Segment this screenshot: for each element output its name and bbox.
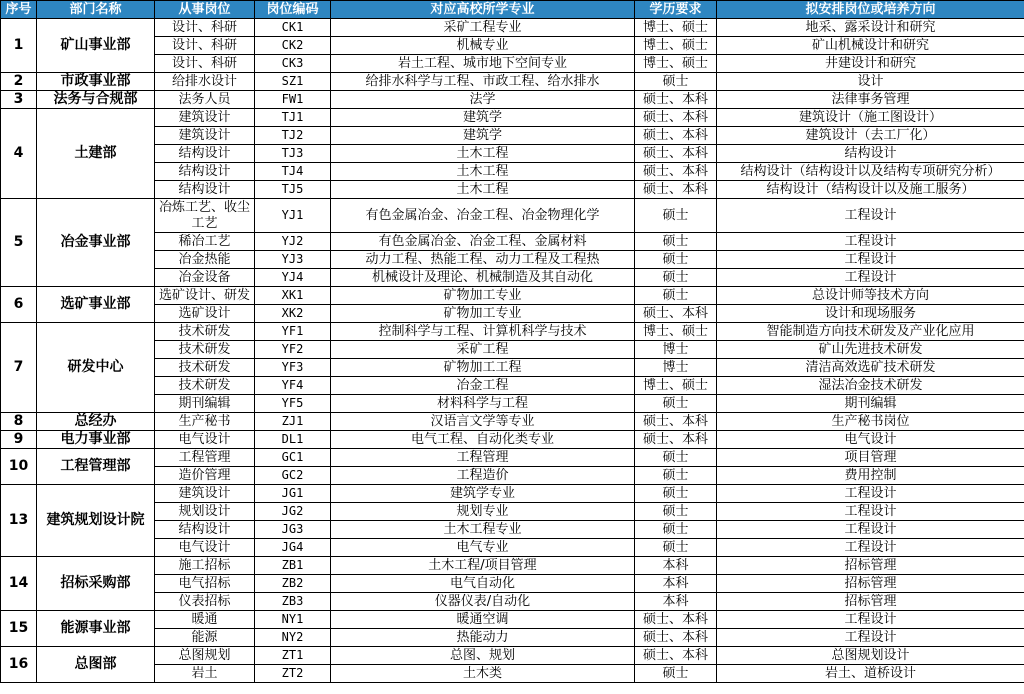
cell-direction: 电气设计 xyxy=(717,431,1024,449)
cell-major: 采矿工程专业 xyxy=(331,19,635,37)
cell-direction: 工程设计 xyxy=(717,539,1024,557)
table-row xyxy=(1,611,1024,629)
dept-name: 冶金事业部 xyxy=(37,199,155,287)
table-row xyxy=(1,521,1024,539)
cell-code: YF3 xyxy=(255,359,331,377)
cell-direction: 招标管理 xyxy=(717,557,1024,575)
cell-position: 设计、科研 xyxy=(155,19,255,37)
cell-code: CK2 xyxy=(255,37,331,55)
table-row xyxy=(1,377,1024,395)
table-row xyxy=(1,467,1024,485)
cell-position: 技术研发 xyxy=(155,377,255,395)
cell-direction: 工程设计 xyxy=(717,611,1024,629)
cell-education: 硕士、本科 xyxy=(635,629,717,647)
cell-direction: 工程设计 xyxy=(717,251,1024,269)
cell-position: 结构设计 xyxy=(155,163,255,181)
cell-major: 建筑学 xyxy=(331,109,635,127)
cell-major: 有色金属冶金、冶金工程、金属材料 xyxy=(331,233,635,251)
cell-major: 动力工程、热能工程、动力工程及工程热 xyxy=(331,251,635,269)
table-row xyxy=(1,485,1024,503)
cell-major: 法学 xyxy=(331,91,635,109)
cell-major: 采矿工程 xyxy=(331,341,635,359)
cell-education: 硕士 xyxy=(635,521,717,539)
header-code: 岗位编码 xyxy=(255,1,331,19)
cell-position: 造价管理 xyxy=(155,467,255,485)
cell-major: 土木工程 xyxy=(331,145,635,163)
table-row xyxy=(1,181,1024,199)
dept-seq: 7 xyxy=(1,323,37,413)
cell-major: 电气专业 xyxy=(331,539,635,557)
table-row xyxy=(1,233,1024,251)
table-row xyxy=(1,145,1024,163)
table-row xyxy=(1,305,1024,323)
cell-major: 热能动力 xyxy=(331,629,635,647)
cell-position: 暖通 xyxy=(155,611,255,629)
table-row xyxy=(1,539,1024,557)
cell-position: 建筑设计 xyxy=(155,109,255,127)
cell-direction: 岩土、道桥设计 xyxy=(717,665,1024,683)
cell-major: 岩土工程、城市地下空间专业 xyxy=(331,55,635,73)
dept-name: 市政事业部 xyxy=(37,73,155,91)
cell-major: 土木工程 xyxy=(331,181,635,199)
cell-direction: 井建设计和研究 xyxy=(717,55,1024,73)
table-row xyxy=(1,127,1024,145)
cell-major: 建筑学专业 xyxy=(331,485,635,503)
dept-name: 建筑规划设计院 xyxy=(37,485,155,557)
table-row xyxy=(1,73,1024,91)
table-row xyxy=(1,323,1024,341)
cell-code: YF4 xyxy=(255,377,331,395)
cell-position: 法务人员 xyxy=(155,91,255,109)
cell-education: 硕士、本科 xyxy=(635,145,717,163)
table-row xyxy=(1,109,1024,127)
cell-position: 电气设计 xyxy=(155,431,255,449)
cell-position: 冶金设备 xyxy=(155,269,255,287)
cell-position: 技术研发 xyxy=(155,359,255,377)
cell-direction: 清洁高效选矿技术研发 xyxy=(717,359,1024,377)
table-row xyxy=(1,593,1024,611)
cell-code: NY1 xyxy=(255,611,331,629)
cell-education: 硕士、本科 xyxy=(635,163,717,181)
cell-position: 期刊编辑 xyxy=(155,395,255,413)
cell-major: 机械专业 xyxy=(331,37,635,55)
dept-name: 总图部 xyxy=(37,647,155,683)
cell-code: ZT2 xyxy=(255,665,331,683)
cell-major: 矿物加工工程 xyxy=(331,359,635,377)
cell-position: 选矿设计、研发 xyxy=(155,287,255,305)
cell-direction: 设计 xyxy=(717,73,1024,91)
table-row xyxy=(1,251,1024,269)
dept-seq: 10 xyxy=(1,449,37,485)
dept-name: 矿山事业部 xyxy=(37,19,155,73)
dept-seq: 13 xyxy=(1,485,37,557)
table-row xyxy=(1,503,1024,521)
dept-name: 工程管理部 xyxy=(37,449,155,485)
table-row xyxy=(1,395,1024,413)
dept-seq: 16 xyxy=(1,647,37,683)
dept-name: 研发中心 xyxy=(37,323,155,413)
cell-direction: 地采、露采设计和研究 xyxy=(717,19,1024,37)
cell-major: 工程管理 xyxy=(331,449,635,467)
cell-education: 硕士、本科 xyxy=(635,413,717,431)
cell-position: 电气设计 xyxy=(155,539,255,557)
cell-major: 仪器仪表/自动化 xyxy=(331,593,635,611)
dept-seq: 3 xyxy=(1,91,37,109)
dept-name: 选矿事业部 xyxy=(37,287,155,323)
cell-direction: 工程设计 xyxy=(717,629,1024,647)
dept-name: 法务与合规部 xyxy=(37,91,155,109)
cell-code: XK2 xyxy=(255,305,331,323)
cell-position: 岩土 xyxy=(155,665,255,683)
cell-position: 规划设计 xyxy=(155,503,255,521)
table-row xyxy=(1,557,1024,575)
header-position: 从事岗位 xyxy=(155,1,255,19)
cell-direction: 建筑设计（施工图设计） xyxy=(717,109,1024,127)
cell-code: TJ1 xyxy=(255,109,331,127)
cell-education: 硕士 xyxy=(635,503,717,521)
cell-major: 给排水科学与工程、市政工程、给水排水 xyxy=(331,73,635,91)
cell-education: 硕士 xyxy=(635,449,717,467)
cell-education: 硕士 xyxy=(635,467,717,485)
cell-code: XK1 xyxy=(255,287,331,305)
cell-major: 电气工程、自动化类专业 xyxy=(331,431,635,449)
cell-major: 矿物加工专业 xyxy=(331,287,635,305)
cell-direction: 总设计师等技术方向 xyxy=(717,287,1024,305)
cell-code: CK3 xyxy=(255,55,331,73)
cell-code: ZB1 xyxy=(255,557,331,575)
cell-direction: 工程设计 xyxy=(717,485,1024,503)
header-education: 学历要求 xyxy=(635,1,717,19)
cell-position: 给排水设计 xyxy=(155,73,255,91)
cell-education: 博士 xyxy=(635,341,717,359)
cell-major: 土木工程 xyxy=(331,163,635,181)
cell-code: JG4 xyxy=(255,539,331,557)
cell-code: NY2 xyxy=(255,629,331,647)
cell-position: 技术研发 xyxy=(155,323,255,341)
cell-education: 硕士 xyxy=(635,233,717,251)
table-row xyxy=(1,575,1024,593)
cell-position: 结构设计 xyxy=(155,521,255,539)
cell-code: SZ1 xyxy=(255,73,331,91)
dept-seq: 15 xyxy=(1,611,37,647)
header-major: 对应高校所学专业 xyxy=(331,1,635,19)
cell-education: 硕士 xyxy=(635,73,717,91)
cell-position: 建筑设计 xyxy=(155,485,255,503)
cell-major: 有色金属冶金、冶金工程、冶金物理化学 xyxy=(331,199,635,233)
cell-education: 硕士 xyxy=(635,395,717,413)
cell-education: 硕士 xyxy=(635,199,717,233)
cell-position: 仪表招标 xyxy=(155,593,255,611)
dept-name: 能源事业部 xyxy=(37,611,155,647)
cell-position: 施工招标 xyxy=(155,557,255,575)
cell-position: 设计、科研 xyxy=(155,55,255,73)
dept-name: 招标采购部 xyxy=(37,557,155,611)
cell-direction: 招标管理 xyxy=(717,575,1024,593)
cell-direction: 智能制造方向技术研发及产业化应用 xyxy=(717,323,1024,341)
cell-position: 总图规划 xyxy=(155,647,255,665)
dept-seq: 9 xyxy=(1,431,37,449)
table-row xyxy=(1,431,1024,449)
cell-education: 硕士 xyxy=(635,251,717,269)
cell-education: 硕士、本科 xyxy=(635,91,717,109)
table-row xyxy=(1,629,1024,647)
cell-code: CK1 xyxy=(255,19,331,37)
cell-position: 工程管理 xyxy=(155,449,255,467)
cell-major: 冶金工程 xyxy=(331,377,635,395)
dept-seq: 5 xyxy=(1,199,37,287)
header-dept: 部门名称 xyxy=(37,1,155,19)
cell-education: 硕士、本科 xyxy=(635,431,717,449)
table-row xyxy=(1,37,1024,55)
cell-major: 电气自动化 xyxy=(331,575,635,593)
cell-direction: 工程设计 xyxy=(717,233,1024,251)
cell-direction: 矿山机械设计和研究 xyxy=(717,37,1024,55)
cell-code: JG1 xyxy=(255,485,331,503)
table-row xyxy=(1,359,1024,377)
cell-major: 总图、规划 xyxy=(331,647,635,665)
cell-major: 土木工程/项目管理 xyxy=(331,557,635,575)
cell-education: 博士、硕士 xyxy=(635,55,717,73)
cell-code: GC2 xyxy=(255,467,331,485)
cell-direction: 湿法冶金技术研发 xyxy=(717,377,1024,395)
cell-major: 土木类 xyxy=(331,665,635,683)
cell-code: TJ3 xyxy=(255,145,331,163)
cell-direction: 工程设计 xyxy=(717,199,1024,233)
table-row xyxy=(1,19,1024,37)
table-row xyxy=(1,449,1024,467)
cell-position: 结构设计 xyxy=(155,145,255,163)
cell-position: 冶炼工艺、收尘工艺 xyxy=(155,199,255,233)
cell-education: 硕士 xyxy=(635,665,717,683)
cell-education: 本科 xyxy=(635,575,717,593)
cell-education: 硕士、本科 xyxy=(635,127,717,145)
cell-code: YJ4 xyxy=(255,269,331,287)
cell-major: 暖通空调 xyxy=(331,611,635,629)
table-row xyxy=(1,55,1024,73)
dept-name: 土建部 xyxy=(37,109,155,199)
cell-code: ZJ1 xyxy=(255,413,331,431)
cell-code: JG2 xyxy=(255,503,331,521)
cell-major: 机械设计及理论、机械制造及其自动化 xyxy=(331,269,635,287)
cell-position: 结构设计 xyxy=(155,181,255,199)
cell-education: 硕士 xyxy=(635,485,717,503)
cell-code: TJ2 xyxy=(255,127,331,145)
cell-direction: 工程设计 xyxy=(717,503,1024,521)
cell-code: DL1 xyxy=(255,431,331,449)
dept-seq: 2 xyxy=(1,73,37,91)
table-header xyxy=(1,1,1024,19)
cell-position: 选矿设计 xyxy=(155,305,255,323)
cell-direction: 生产秘书岗位 xyxy=(717,413,1024,431)
table-row xyxy=(1,287,1024,305)
cell-major: 材料科学与工程 xyxy=(331,395,635,413)
cell-code: YF5 xyxy=(255,395,331,413)
cell-position: 能源 xyxy=(155,629,255,647)
table-row xyxy=(1,413,1024,431)
header-seq: 序号 xyxy=(1,1,37,19)
cell-code: TJ4 xyxy=(255,163,331,181)
cell-major: 工程造价 xyxy=(331,467,635,485)
cell-code: YF2 xyxy=(255,341,331,359)
cell-direction: 设计和现场服务 xyxy=(717,305,1024,323)
cell-position: 技术研发 xyxy=(155,341,255,359)
table-row xyxy=(1,199,1024,233)
cell-code: YJ3 xyxy=(255,251,331,269)
cell-code: ZB3 xyxy=(255,593,331,611)
cell-education: 博士、硕士 xyxy=(635,19,717,37)
cell-position: 建筑设计 xyxy=(155,127,255,145)
table-row xyxy=(1,91,1024,109)
cell-education: 博士、硕士 xyxy=(635,377,717,395)
cell-major: 建筑学 xyxy=(331,127,635,145)
cell-code: TJ5 xyxy=(255,181,331,199)
cell-education: 硕士、本科 xyxy=(635,305,717,323)
cell-direction: 期刊编辑 xyxy=(717,395,1024,413)
cell-direction: 项目管理 xyxy=(717,449,1024,467)
cell-education: 硕士 xyxy=(635,269,717,287)
cell-code: GC1 xyxy=(255,449,331,467)
cell-major: 控制科学与工程、计算机科学与技术 xyxy=(331,323,635,341)
cell-direction: 招标管理 xyxy=(717,593,1024,611)
cell-code: FW1 xyxy=(255,91,331,109)
dept-name: 总经办 xyxy=(37,413,155,431)
cell-direction: 总图规划设计 xyxy=(717,647,1024,665)
cell-education: 硕士、本科 xyxy=(635,109,717,127)
cell-major: 规划专业 xyxy=(331,503,635,521)
cell-direction: 结构设计（结构设计以及结构专项研究分析） xyxy=(717,163,1024,181)
cell-position: 设计、科研 xyxy=(155,37,255,55)
cell-education: 硕士、本科 xyxy=(635,647,717,665)
cell-education: 硕士、本科 xyxy=(635,181,717,199)
cell-direction: 建筑设计（去工厂化） xyxy=(717,127,1024,145)
cell-direction: 结构设计（结构设计以及施工服务） xyxy=(717,181,1024,199)
cell-direction: 结构设计 xyxy=(717,145,1024,163)
cell-direction: 矿山先进技术研发 xyxy=(717,341,1024,359)
cell-direction: 工程设计 xyxy=(717,521,1024,539)
table-row xyxy=(1,341,1024,359)
table-row xyxy=(1,269,1024,287)
cell-code: ZT1 xyxy=(255,647,331,665)
cell-code: YJ2 xyxy=(255,233,331,251)
cell-education: 博士 xyxy=(635,359,717,377)
cell-education: 博士、硕士 xyxy=(635,37,717,55)
table-row xyxy=(1,647,1024,665)
dept-name: 电力事业部 xyxy=(37,431,155,449)
cell-code: YF1 xyxy=(255,323,331,341)
cell-education: 本科 xyxy=(635,557,717,575)
dept-seq: 1 xyxy=(1,19,37,73)
cell-position: 电气招标 xyxy=(155,575,255,593)
cell-code: ZB2 xyxy=(255,575,331,593)
cell-education: 硕士 xyxy=(635,287,717,305)
cell-major: 矿物加工专业 xyxy=(331,305,635,323)
cell-direction: 法律事务管理 xyxy=(717,91,1024,109)
cell-code: YJ1 xyxy=(255,199,331,233)
table-row xyxy=(1,163,1024,181)
dept-seq: 6 xyxy=(1,287,37,323)
cell-education: 硕士 xyxy=(635,539,717,557)
cell-education: 博士、硕士 xyxy=(635,323,717,341)
cell-position: 生产秘书 xyxy=(155,413,255,431)
cell-education: 本科 xyxy=(635,593,717,611)
cell-position: 冶金热能 xyxy=(155,251,255,269)
cell-position: 稀冶工艺 xyxy=(155,233,255,251)
dept-seq: 8 xyxy=(1,413,37,431)
dept-seq: 4 xyxy=(1,109,37,199)
cell-education: 硕士、本科 xyxy=(635,611,717,629)
cell-code: JG3 xyxy=(255,521,331,539)
dept-seq: 14 xyxy=(1,557,37,611)
header-direction: 拟安排岗位或培养方向 xyxy=(717,1,1024,19)
cell-major: 土木工程专业 xyxy=(331,521,635,539)
table-row xyxy=(1,665,1024,683)
table-body xyxy=(1,19,1024,683)
cell-major: 汉语言文学等专业 xyxy=(331,413,635,431)
cell-direction: 工程设计 xyxy=(717,269,1024,287)
cell-direction: 费用控制 xyxy=(717,467,1024,485)
